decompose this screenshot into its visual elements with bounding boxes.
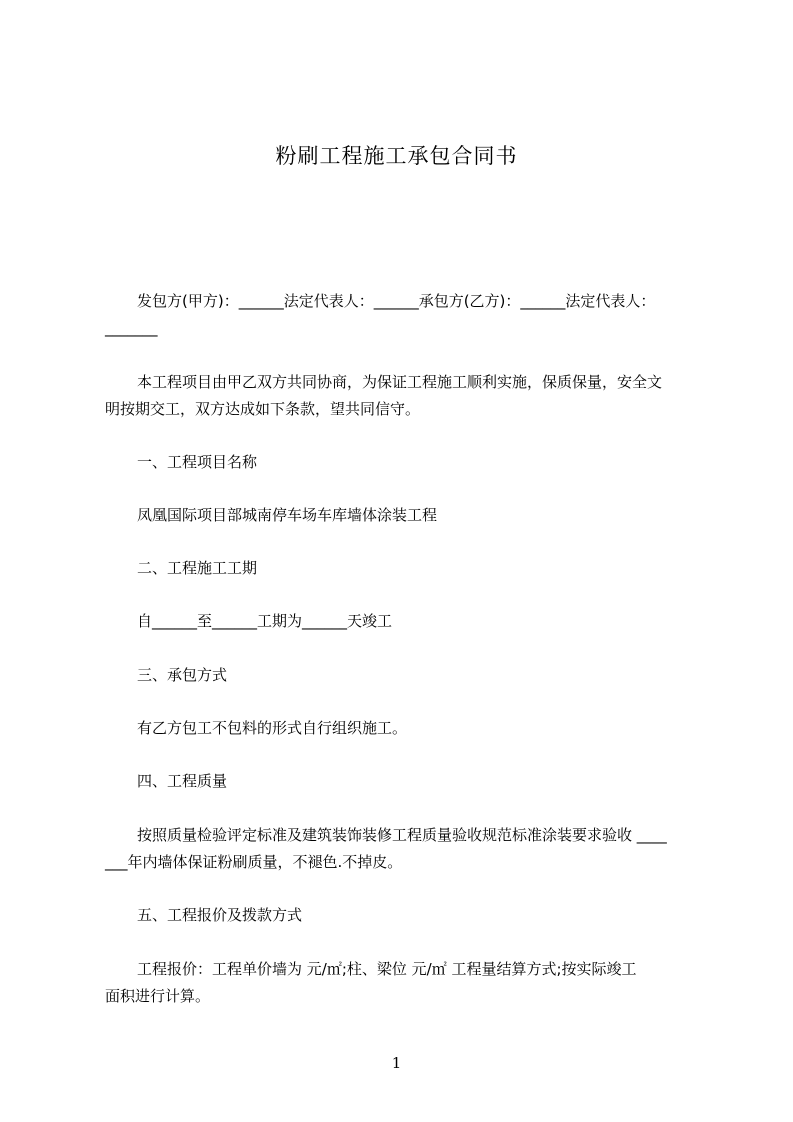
intro-line-1: 本工程项目由甲乙双方共同协商，为保证工程施工顺利实施，保质保量，安全文 xyxy=(137,373,663,391)
section-2-heading: 二、工程施工工期 xyxy=(137,559,258,577)
document-title: 粉刷工程施工承包合同书 xyxy=(275,144,518,168)
section-5-line-1: 工程报价：工程单价墙为 元/㎡;柱、梁位 元/㎡ 工程量结算方式;按实际竣工 xyxy=(137,960,637,978)
parties-line-2: _______ xyxy=(105,319,158,337)
section-4-line-2: ___年内墙体保证粉刷质量，不褪色.不掉皮。 xyxy=(105,853,403,871)
parties-line-1: 发包方(甲方)：______法定代表人：______承包方(乙方)：______法定代表人： xyxy=(137,292,656,310)
intro-line-2: 明按期交工，双方达成如下条款，望共同信守。 xyxy=(105,400,421,418)
section-3-heading: 三、承包方式 xyxy=(137,666,228,684)
page-number: 1 xyxy=(391,1054,402,1072)
section-4-heading: 四、工程质量 xyxy=(137,772,228,790)
section-1-heading: 一、工程项目名称 xyxy=(137,453,258,471)
section-5-heading: 五、工程报价及拨款方式 xyxy=(137,906,303,924)
section-5-line-2: 面积进行计算。 xyxy=(105,987,211,1005)
section-2-body: 自______至______工期为______天竣工 xyxy=(137,612,393,630)
section-3-body: 有乙方包工不包料的形式自行组织施工。 xyxy=(137,719,408,737)
section-4-line-1: 按照质量检验评定标准及建筑装饰装修工程质量验收规范标准涂装要求验收 ____ xyxy=(137,826,667,844)
section-1-body: 凤凰国际项目部城南停车场车库墙体涂装工程 xyxy=(137,506,438,524)
